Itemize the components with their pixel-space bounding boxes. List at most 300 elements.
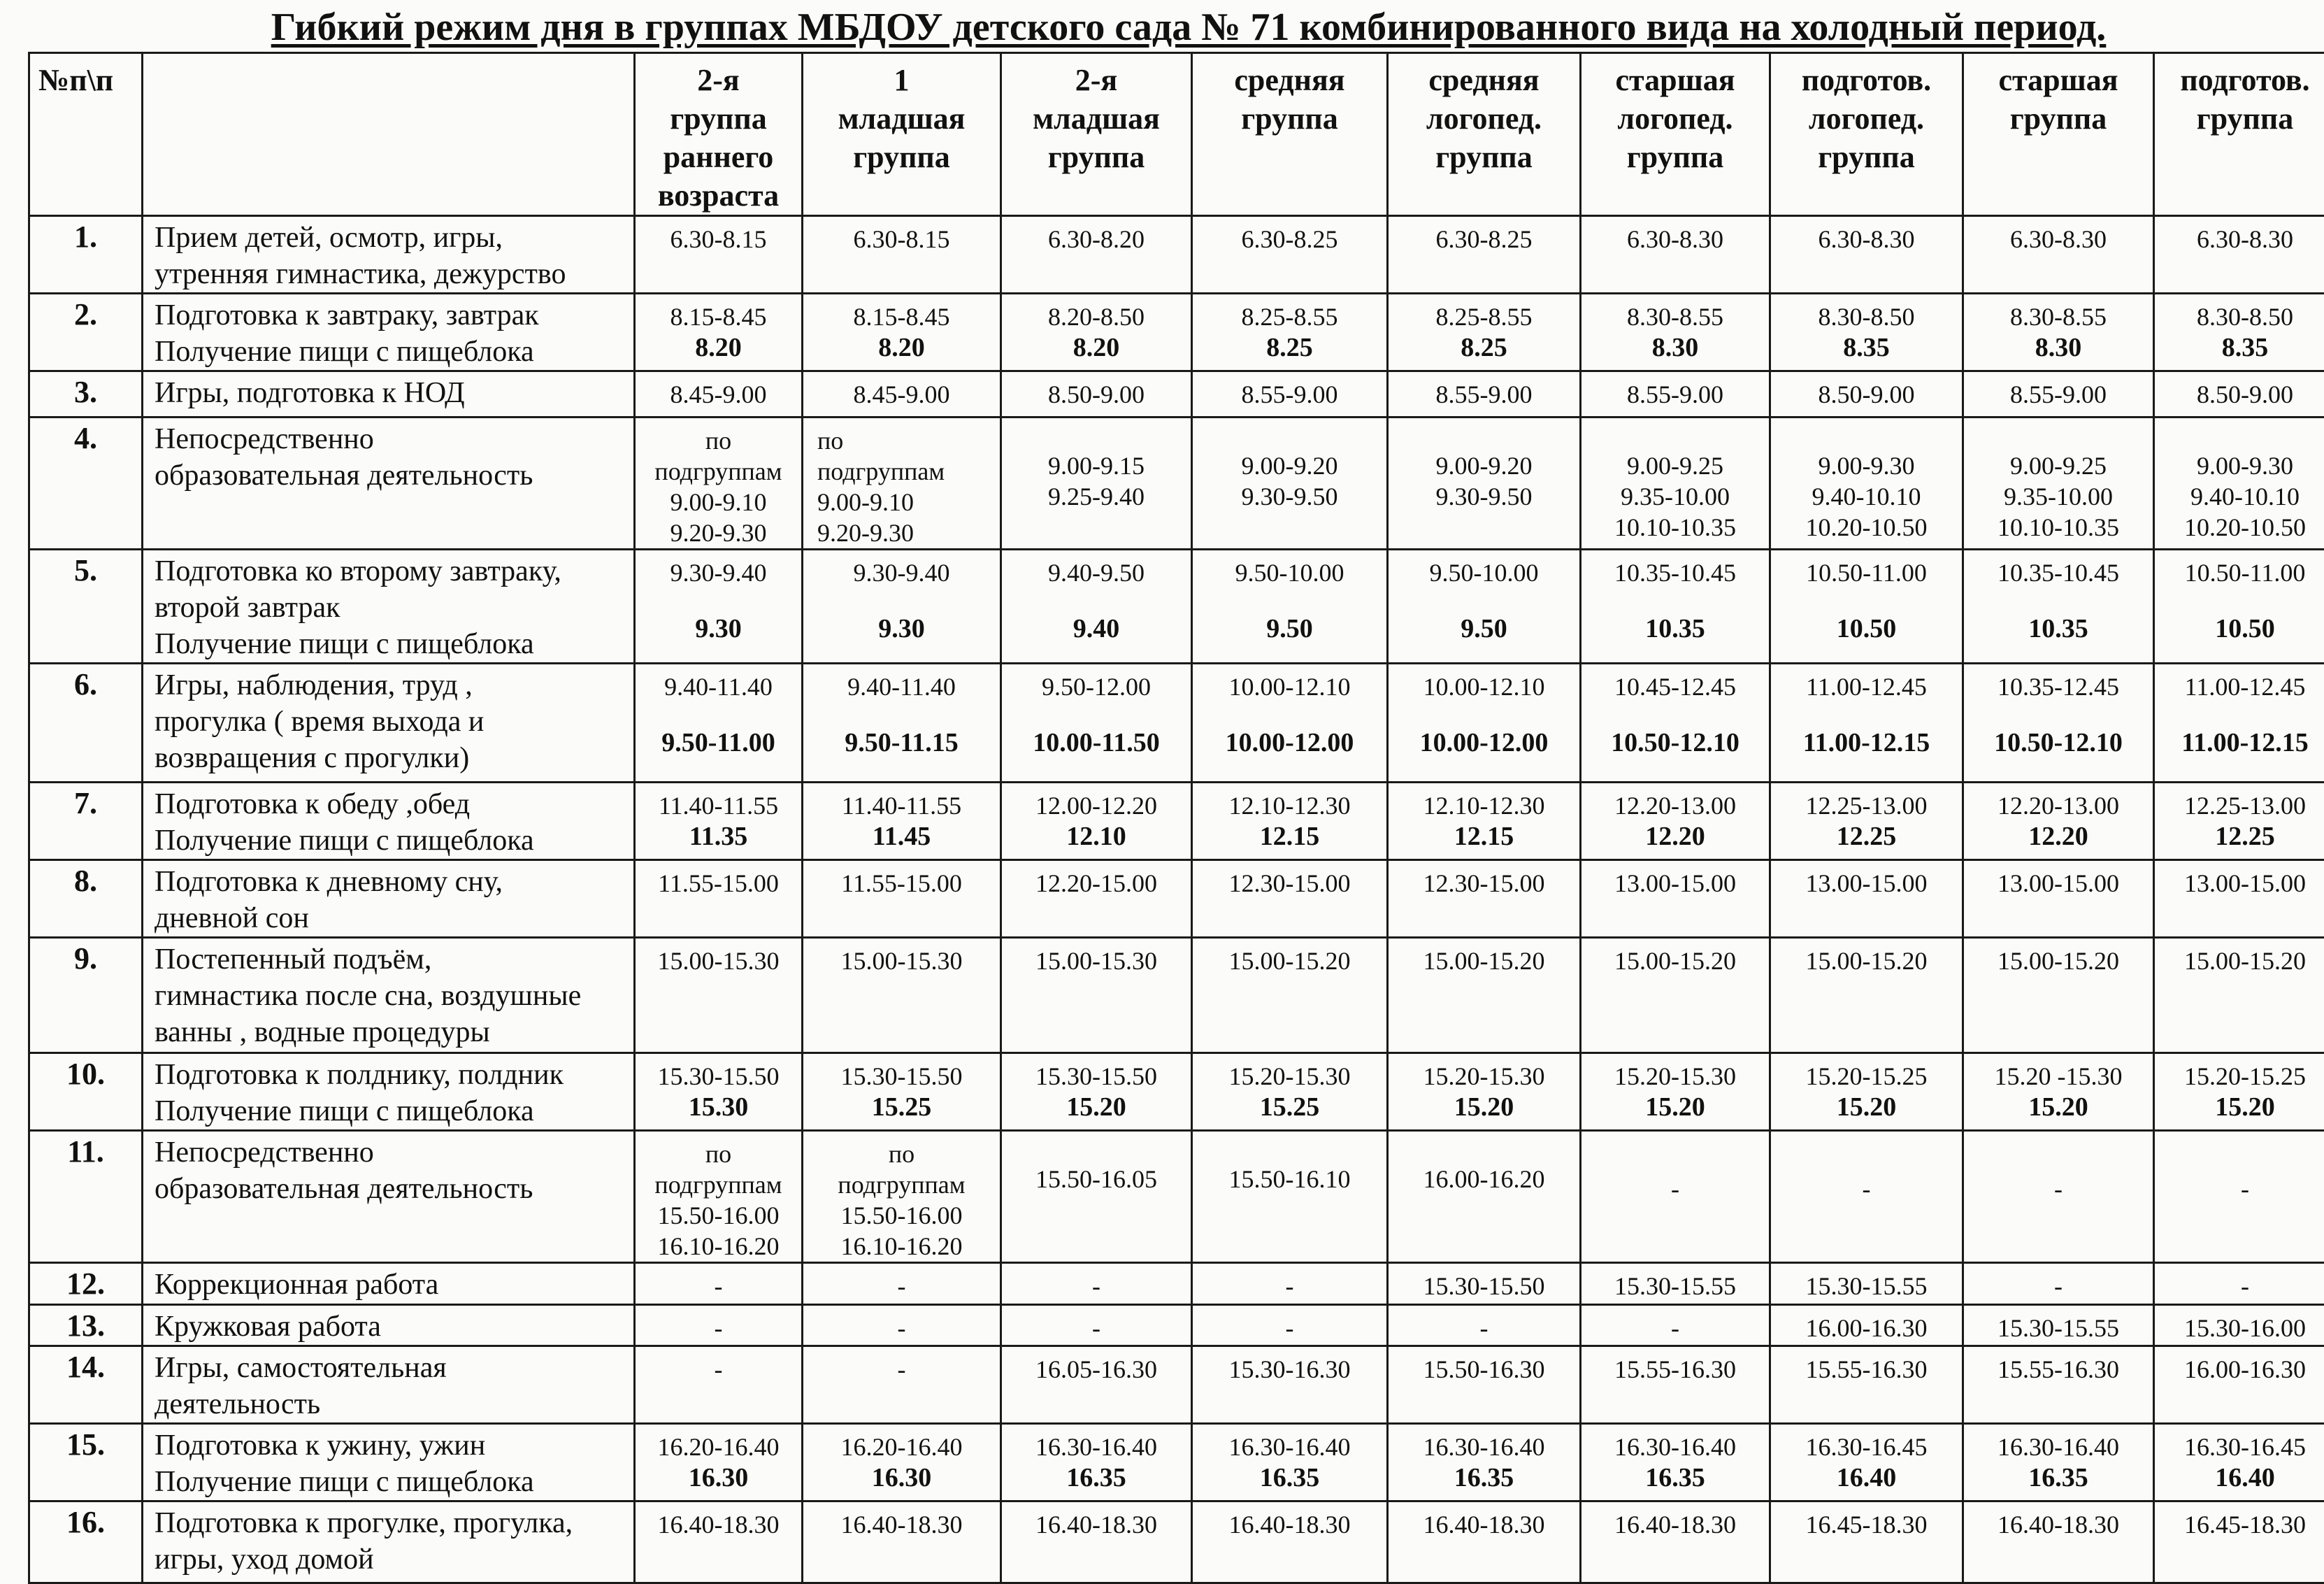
time-cell <box>2154 1053 2324 1131</box>
schedule-row <box>29 1424 2324 1501</box>
activity-cell <box>143 664 635 783</box>
time-range: 9.20-9.30 <box>636 518 801 548</box>
meal-time: 8.30 <box>1581 332 1769 363</box>
activity-cell <box>143 860 635 938</box>
time-range: 8.50-9.00 <box>2155 379 2324 410</box>
activity-line: Подготовка к полднику, полдник <box>155 1057 633 1093</box>
header-group-line: подготов. <box>1771 61 1962 99</box>
time-range: - <box>636 1354 801 1385</box>
cell-gap <box>1389 1139 1579 1164</box>
time-cell <box>1388 664 1581 783</box>
time-range: 8.55-9.00 <box>1581 379 1769 410</box>
time-cell <box>1963 860 2154 938</box>
time-cell <box>1192 1053 1388 1131</box>
time-range: 8.45-9.00 <box>803 379 1000 410</box>
meal-time: 10.50-12.10 <box>1964 727 2153 758</box>
activity-line: Коррекционная работа <box>155 1267 633 1303</box>
cell-gap <box>1581 588 1769 613</box>
time-cell <box>2154 860 2324 938</box>
activity-line: образовательная деятельность <box>155 457 633 494</box>
row-number: 15. <box>29 1424 143 1501</box>
time-range: 9.00-9.25 <box>1964 450 2153 481</box>
meal-time: 9.50 <box>1389 613 1579 644</box>
time-range: 6.30-8.25 <box>1193 224 1386 255</box>
time-cell <box>1963 418 2154 550</box>
header-group-line: группа <box>1964 99 2153 138</box>
activity-line: Получение пищи с пищеблока <box>155 1464 633 1500</box>
time-range: 16.20-16.40 <box>636 1432 801 1462</box>
time-cell <box>1581 860 1770 938</box>
time-range: 6.30-8.20 <box>1002 224 1191 255</box>
time-range: подгруппам <box>803 1169 1000 1200</box>
time-range: по <box>636 425 801 456</box>
time-cell <box>1770 216 1963 294</box>
time-range: 16.00-16.30 <box>1771 1313 1962 1343</box>
schedule-table <box>28 52 2324 1584</box>
header-group-line: группа <box>1002 138 1191 176</box>
time-range: 9.30-9.40 <box>803 557 1000 588</box>
time-range: 9.00-9.10 <box>817 487 1000 518</box>
row-number: 10. <box>29 1053 143 1131</box>
activity-line: Постепенный подъём, <box>155 941 633 978</box>
meal-time: 15.20 <box>1964 1092 2153 1122</box>
time-cell <box>1770 418 1963 550</box>
time-range: 13.00-15.00 <box>2155 868 2324 899</box>
schedule-row <box>29 1305 2324 1346</box>
activity-line: Непосредственно <box>155 1134 633 1171</box>
time-cell <box>2154 1263 2324 1305</box>
time-range: 10.00-12.10 <box>1193 671 1386 702</box>
time-cell <box>1581 550 1770 664</box>
time-cell <box>1001 371 1192 418</box>
time-cell <box>1770 938 1963 1053</box>
meal-time: 10.00-11.50 <box>1002 727 1191 758</box>
time-cell <box>1581 216 1770 294</box>
time-range: 9.30-9.50 <box>1193 481 1386 512</box>
time-range: 11.00-12.45 <box>1771 671 1962 702</box>
time-range: 9.40-11.40 <box>803 671 1000 702</box>
schedule-row <box>29 1263 2324 1305</box>
activity-line: ванны , водные процедуры <box>155 1014 633 1050</box>
header-group-line: группа <box>636 99 801 138</box>
cell-gap <box>636 702 801 727</box>
time-range: - <box>1964 1173 2153 1204</box>
cell-gap <box>1193 425 1386 450</box>
time-range: 6.30-8.30 <box>1771 224 1962 255</box>
meal-time: 8.20 <box>803 332 1000 363</box>
time-range: 12.25-13.00 <box>1771 790 1962 821</box>
time-range: 8.50-9.00 <box>1771 379 1962 410</box>
schedule-row <box>29 1501 2324 1583</box>
time-range: 9.50-12.00 <box>1002 671 1191 702</box>
time-cell <box>1963 664 2154 783</box>
header-group-line: подготов. <box>2155 61 2324 99</box>
time-cell <box>1001 1131 1192 1263</box>
time-cell <box>1770 664 1963 783</box>
time-range: 12.30-15.00 <box>1389 868 1579 899</box>
time-cell <box>1388 418 1581 550</box>
time-cell <box>635 294 803 371</box>
meal-time: 10.00-12.00 <box>1193 727 1386 758</box>
time-range: 9.50-10.00 <box>1193 557 1386 588</box>
meal-time: 15.25 <box>1193 1092 1386 1122</box>
time-cell <box>2154 1424 2324 1501</box>
time-range: 16.30-16.40 <box>1581 1432 1769 1462</box>
time-range: - <box>1771 1173 1962 1204</box>
row-number: 13. <box>29 1305 143 1346</box>
row-number: 3. <box>29 371 143 418</box>
time-cell <box>803 860 1001 938</box>
time-range: 16.45-18.30 <box>1771 1509 1962 1540</box>
time-range: 9.30-9.50 <box>1389 481 1579 512</box>
time-range: 9.00-9.10 <box>636 487 801 518</box>
schedule-row <box>29 1131 2324 1263</box>
time-range: - <box>1389 1313 1579 1343</box>
time-cell <box>2154 1131 2324 1263</box>
row-number: 4. <box>29 418 143 550</box>
activity-line: дневной сон <box>155 900 633 936</box>
time-cell <box>1388 1346 1581 1424</box>
meal-time: 15.20 <box>1771 1092 1962 1122</box>
time-cell <box>1192 938 1388 1053</box>
time-range: 12.10-12.30 <box>1193 790 1386 821</box>
time-cell <box>1388 783 1581 860</box>
time-range: 8.30-8.55 <box>1964 301 2153 332</box>
activity-line: Получение пищи с пищеблока <box>155 822 633 859</box>
time-range: 6.30-8.15 <box>636 224 801 255</box>
time-range: 15.55-16.30 <box>1581 1354 1769 1385</box>
time-range: подгруппам <box>636 1169 801 1200</box>
time-cell <box>1581 938 1770 1053</box>
time-range: 9.00-9.20 <box>1389 450 1579 481</box>
activity-line: образовательная деятельность <box>155 1171 633 1207</box>
row-number: 5. <box>29 550 143 664</box>
schedule-row <box>29 418 2324 550</box>
meal-time: 9.40 <box>1002 613 1191 644</box>
time-cell <box>1963 216 2154 294</box>
time-cell <box>1192 860 1388 938</box>
header-num: №п\п <box>29 53 143 216</box>
cell-gap <box>1193 588 1386 613</box>
cell-gap <box>1002 588 1191 613</box>
time-range: 15.50-16.10 <box>1193 1164 1386 1194</box>
meal-time: 12.15 <box>1389 821 1579 852</box>
header-group-4 <box>1192 53 1388 216</box>
meal-time: 16.40 <box>2155 1462 2324 1493</box>
activity-line: Подготовка к прогулке, прогулка, <box>155 1505 633 1541</box>
time-cell <box>1581 664 1770 783</box>
header-activity <box>143 53 635 216</box>
time-cell <box>2154 216 2324 294</box>
time-range: 15.20-15.25 <box>1771 1061 1962 1092</box>
time-cell <box>1192 1305 1388 1346</box>
time-cell <box>1770 1263 1963 1305</box>
time-range: 15.00-15.30 <box>1002 946 1191 976</box>
time-range: 9.40-10.10 <box>1771 481 1962 512</box>
time-cell <box>1192 664 1388 783</box>
time-range: 8.30-8.55 <box>1581 301 1769 332</box>
time-range: - <box>1193 1271 1386 1301</box>
activity-line: гимнастика после сна, воздушные <box>155 978 633 1014</box>
time-range: 8.50-9.00 <box>1002 379 1191 410</box>
meal-time: 16.35 <box>1581 1462 1769 1493</box>
time-cell <box>1388 1424 1581 1501</box>
time-range: 8.15-8.45 <box>803 301 1000 332</box>
header-group-line: группа <box>1193 99 1386 138</box>
time-cell <box>1388 860 1581 938</box>
time-range: - <box>2155 1271 2324 1301</box>
activity-line: деятельность <box>155 1386 633 1422</box>
activity-cell <box>143 1053 635 1131</box>
meal-time: 10.50-12.10 <box>1581 727 1769 758</box>
header-group-6 <box>1581 53 1770 216</box>
activity-line: Получение пищи с пищеблока <box>155 626 633 662</box>
time-cell <box>635 1501 803 1583</box>
time-cell <box>803 550 1001 664</box>
time-cell <box>1770 1305 1963 1346</box>
activity-line: игры, уход домой <box>155 1541 633 1578</box>
meal-time: 11.45 <box>803 821 1000 852</box>
time-range: 8.55-9.00 <box>1193 379 1386 410</box>
header-group-line: логопед. <box>1389 99 1579 138</box>
meal-time: 12.25 <box>1771 821 1962 852</box>
header-group-line: группа <box>1581 138 1769 176</box>
time-range: 9.30-9.40 <box>636 557 801 588</box>
time-range: 10.35-10.45 <box>1581 557 1769 588</box>
schedule-row <box>29 938 2324 1053</box>
time-range: 9.25-9.40 <box>1002 481 1191 512</box>
meal-time: 15.30 <box>636 1092 801 1122</box>
time-range: 9.35-10.00 <box>1581 481 1769 512</box>
activity-cell <box>143 371 635 418</box>
row-number: 11. <box>29 1131 143 1263</box>
activity-cell <box>143 550 635 664</box>
schedule-row <box>29 371 2324 418</box>
time-cell <box>1388 1263 1581 1305</box>
time-cell <box>2154 1346 2324 1424</box>
time-range: 16.30-16.40 <box>1964 1432 2153 1462</box>
time-cell <box>1770 371 1963 418</box>
time-range: подгруппам <box>636 456 801 487</box>
header-group-1 <box>635 53 803 216</box>
meal-time: 16.35 <box>1193 1462 1386 1493</box>
meal-time: 10.35 <box>1964 613 2153 644</box>
time-range: 16.40-18.30 <box>1581 1509 1769 1540</box>
header-group-line: группа <box>1389 138 1579 176</box>
time-range: 8.55-9.00 <box>1964 379 2153 410</box>
time-range: 8.25-8.55 <box>1389 301 1579 332</box>
time-range: 16.40-18.30 <box>1193 1509 1386 1540</box>
cell-gap <box>1964 425 2153 450</box>
time-cell <box>1770 783 1963 860</box>
time-range: 10.35-10.45 <box>1964 557 2153 588</box>
time-range: по <box>636 1139 801 1169</box>
activity-line: прогулка ( время выхода и <box>155 704 633 740</box>
cell-gap <box>1964 588 2153 613</box>
time-cell <box>1581 294 1770 371</box>
time-range: 13.00-15.00 <box>1964 868 2153 899</box>
activity-cell <box>143 1131 635 1263</box>
activity-cell <box>143 938 635 1053</box>
time-range: 9.00-9.30 <box>1771 450 1962 481</box>
time-range: 8.25-8.55 <box>1193 301 1386 332</box>
time-range: 15.20-15.25 <box>2155 1061 2324 1092</box>
time-range: 15.50-16.00 <box>803 1200 1000 1231</box>
time-range: - <box>1581 1173 1769 1204</box>
time-range: 15.00-15.20 <box>1389 946 1579 976</box>
time-range: 16.30-16.45 <box>1771 1432 1962 1462</box>
time-cell <box>1963 783 2154 860</box>
header-group-line: 1 <box>803 61 1000 99</box>
header-group-line: раннего <box>636 138 801 176</box>
meal-time: 15.20 <box>1002 1092 1191 1122</box>
time-cell <box>1001 1053 1192 1131</box>
time-range: 6.30-8.30 <box>1581 224 1769 255</box>
row-number: 8. <box>29 860 143 938</box>
time-cell <box>1001 1263 1192 1305</box>
activity-cell <box>143 1501 635 1583</box>
header-group-line: старшая <box>1581 61 1769 99</box>
time-cell <box>1001 860 1192 938</box>
activity-cell <box>143 294 635 371</box>
activity-line: Подготовка к завтраку, завтрак <box>155 297 633 334</box>
time-cell <box>1963 1263 2154 1305</box>
meal-time: 8.25 <box>1389 332 1579 363</box>
time-range: - <box>1193 1313 1386 1343</box>
time-cell <box>1963 1424 2154 1501</box>
time-cell <box>1001 418 1192 550</box>
activity-line: Игры, подготовка к НОД <box>155 375 633 411</box>
time-cell <box>1388 371 1581 418</box>
meal-time: 16.35 <box>1964 1462 2153 1493</box>
time-cell <box>803 1346 1001 1424</box>
time-range: - <box>803 1271 1000 1301</box>
header-group-8 <box>1963 53 2154 216</box>
time-range: 15.30-15.50 <box>636 1061 801 1092</box>
time-cell <box>1192 371 1388 418</box>
time-cell <box>635 371 803 418</box>
cell-gap <box>1771 588 1962 613</box>
time-range: 15.30-15.50 <box>1389 1271 1579 1301</box>
meal-time: 16.40 <box>1771 1462 1962 1493</box>
time-cell <box>2154 418 2324 550</box>
activity-line: Подготовка к ужину, ужин <box>155 1427 633 1464</box>
time-cell <box>803 371 1001 418</box>
time-range: 16.05-16.30 <box>1002 1354 1191 1385</box>
time-range: 6.30-8.15 <box>803 224 1000 255</box>
time-cell <box>1963 294 2154 371</box>
meal-time: 9.30 <box>803 613 1000 644</box>
activity-cell <box>143 1424 635 1501</box>
time-cell <box>1001 1346 1192 1424</box>
cell-gap <box>1581 702 1769 727</box>
time-range: 12.20-15.00 <box>1002 868 1191 899</box>
time-cell <box>1388 550 1581 664</box>
header-group-line: старшая <box>1964 61 2153 99</box>
time-cell <box>1963 1305 2154 1346</box>
cell-gap <box>803 588 1000 613</box>
time-range: 6.30-8.25 <box>1389 224 1579 255</box>
time-range: 15.20-15.30 <box>1389 1061 1579 1092</box>
time-cell <box>2154 294 2324 371</box>
time-cell <box>1001 783 1192 860</box>
time-range: 10.50-11.00 <box>2155 557 2324 588</box>
cell-gap <box>1193 1139 1386 1164</box>
time-range: 9.35-10.00 <box>1964 481 2153 512</box>
time-cell <box>1581 1346 1770 1424</box>
meal-time: 9.50-11.00 <box>636 727 801 758</box>
time-range: 6.30-8.30 <box>2155 224 2324 255</box>
header-group-line: младшая <box>803 99 1000 138</box>
time-range: 15.00-15.30 <box>803 946 1000 976</box>
time-range: 16.40-18.30 <box>1964 1509 2153 1540</box>
meal-time: 12.20 <box>1581 821 1769 852</box>
cell-gap <box>2155 425 2324 450</box>
time-range: 15.50-16.00 <box>636 1200 801 1231</box>
header-group-7 <box>1770 53 1963 216</box>
activity-line: Игры, самостоятельная <box>155 1350 633 1386</box>
time-range: 12.10-12.30 <box>1389 790 1579 821</box>
time-range: 8.15-8.45 <box>636 301 801 332</box>
time-range: - <box>803 1354 1000 1385</box>
time-cell <box>1770 860 1963 938</box>
time-cell <box>1581 418 1770 550</box>
header-group-5 <box>1388 53 1581 216</box>
meal-time: 10.50 <box>1771 613 1962 644</box>
meal-time: 8.20 <box>636 332 801 363</box>
schedule-row <box>29 294 2324 371</box>
time-range: 9.20-9.30 <box>817 518 1000 548</box>
time-cell <box>1963 371 2154 418</box>
meal-time: 8.30 <box>1964 332 2153 363</box>
time-range: 10.35-12.45 <box>1964 671 2153 702</box>
time-cell <box>1192 418 1388 550</box>
time-range: 9.40-11.40 <box>636 671 801 702</box>
time-range: 16.30-16.40 <box>1193 1432 1386 1462</box>
header-group-line: средняя <box>1193 61 1386 99</box>
time-cell <box>1001 664 1192 783</box>
time-cell <box>1963 1131 2154 1263</box>
time-cell <box>1581 1053 1770 1131</box>
time-cell <box>635 664 803 783</box>
time-cell <box>1192 783 1388 860</box>
time-cell <box>1963 550 2154 664</box>
time-cell <box>1770 1346 1963 1424</box>
time-range: 11.55-15.00 <box>636 868 801 899</box>
time-range: 9.40-10.10 <box>2155 481 2324 512</box>
time-cell <box>1001 294 1192 371</box>
header-group-line: логопед. <box>1771 99 1962 138</box>
time-range: 10.45-12.45 <box>1581 671 1769 702</box>
activity-line: Прием детей, осмотр, игры, <box>155 220 633 256</box>
time-cell <box>1581 783 1770 860</box>
row-number: 12. <box>29 1263 143 1305</box>
cell-gap <box>636 588 801 613</box>
time-cell <box>803 216 1001 294</box>
time-range: 16.30-16.45 <box>2155 1432 2324 1462</box>
meal-time: 12.15 <box>1193 821 1386 852</box>
time-cell <box>803 294 1001 371</box>
activity-cell <box>143 783 635 860</box>
header-group-line: 2-я <box>1002 61 1191 99</box>
time-range: 15.00-15.20 <box>1964 946 2153 976</box>
time-range: 16.40-18.30 <box>1002 1509 1191 1540</box>
time-cell <box>2154 1305 2324 1346</box>
time-range: - <box>636 1313 801 1343</box>
activity-line: утренняя гимнастика, дежурство <box>155 256 633 292</box>
time-range: 15.30-15.55 <box>1771 1271 1962 1301</box>
header-group-line: группа <box>1771 138 1962 176</box>
